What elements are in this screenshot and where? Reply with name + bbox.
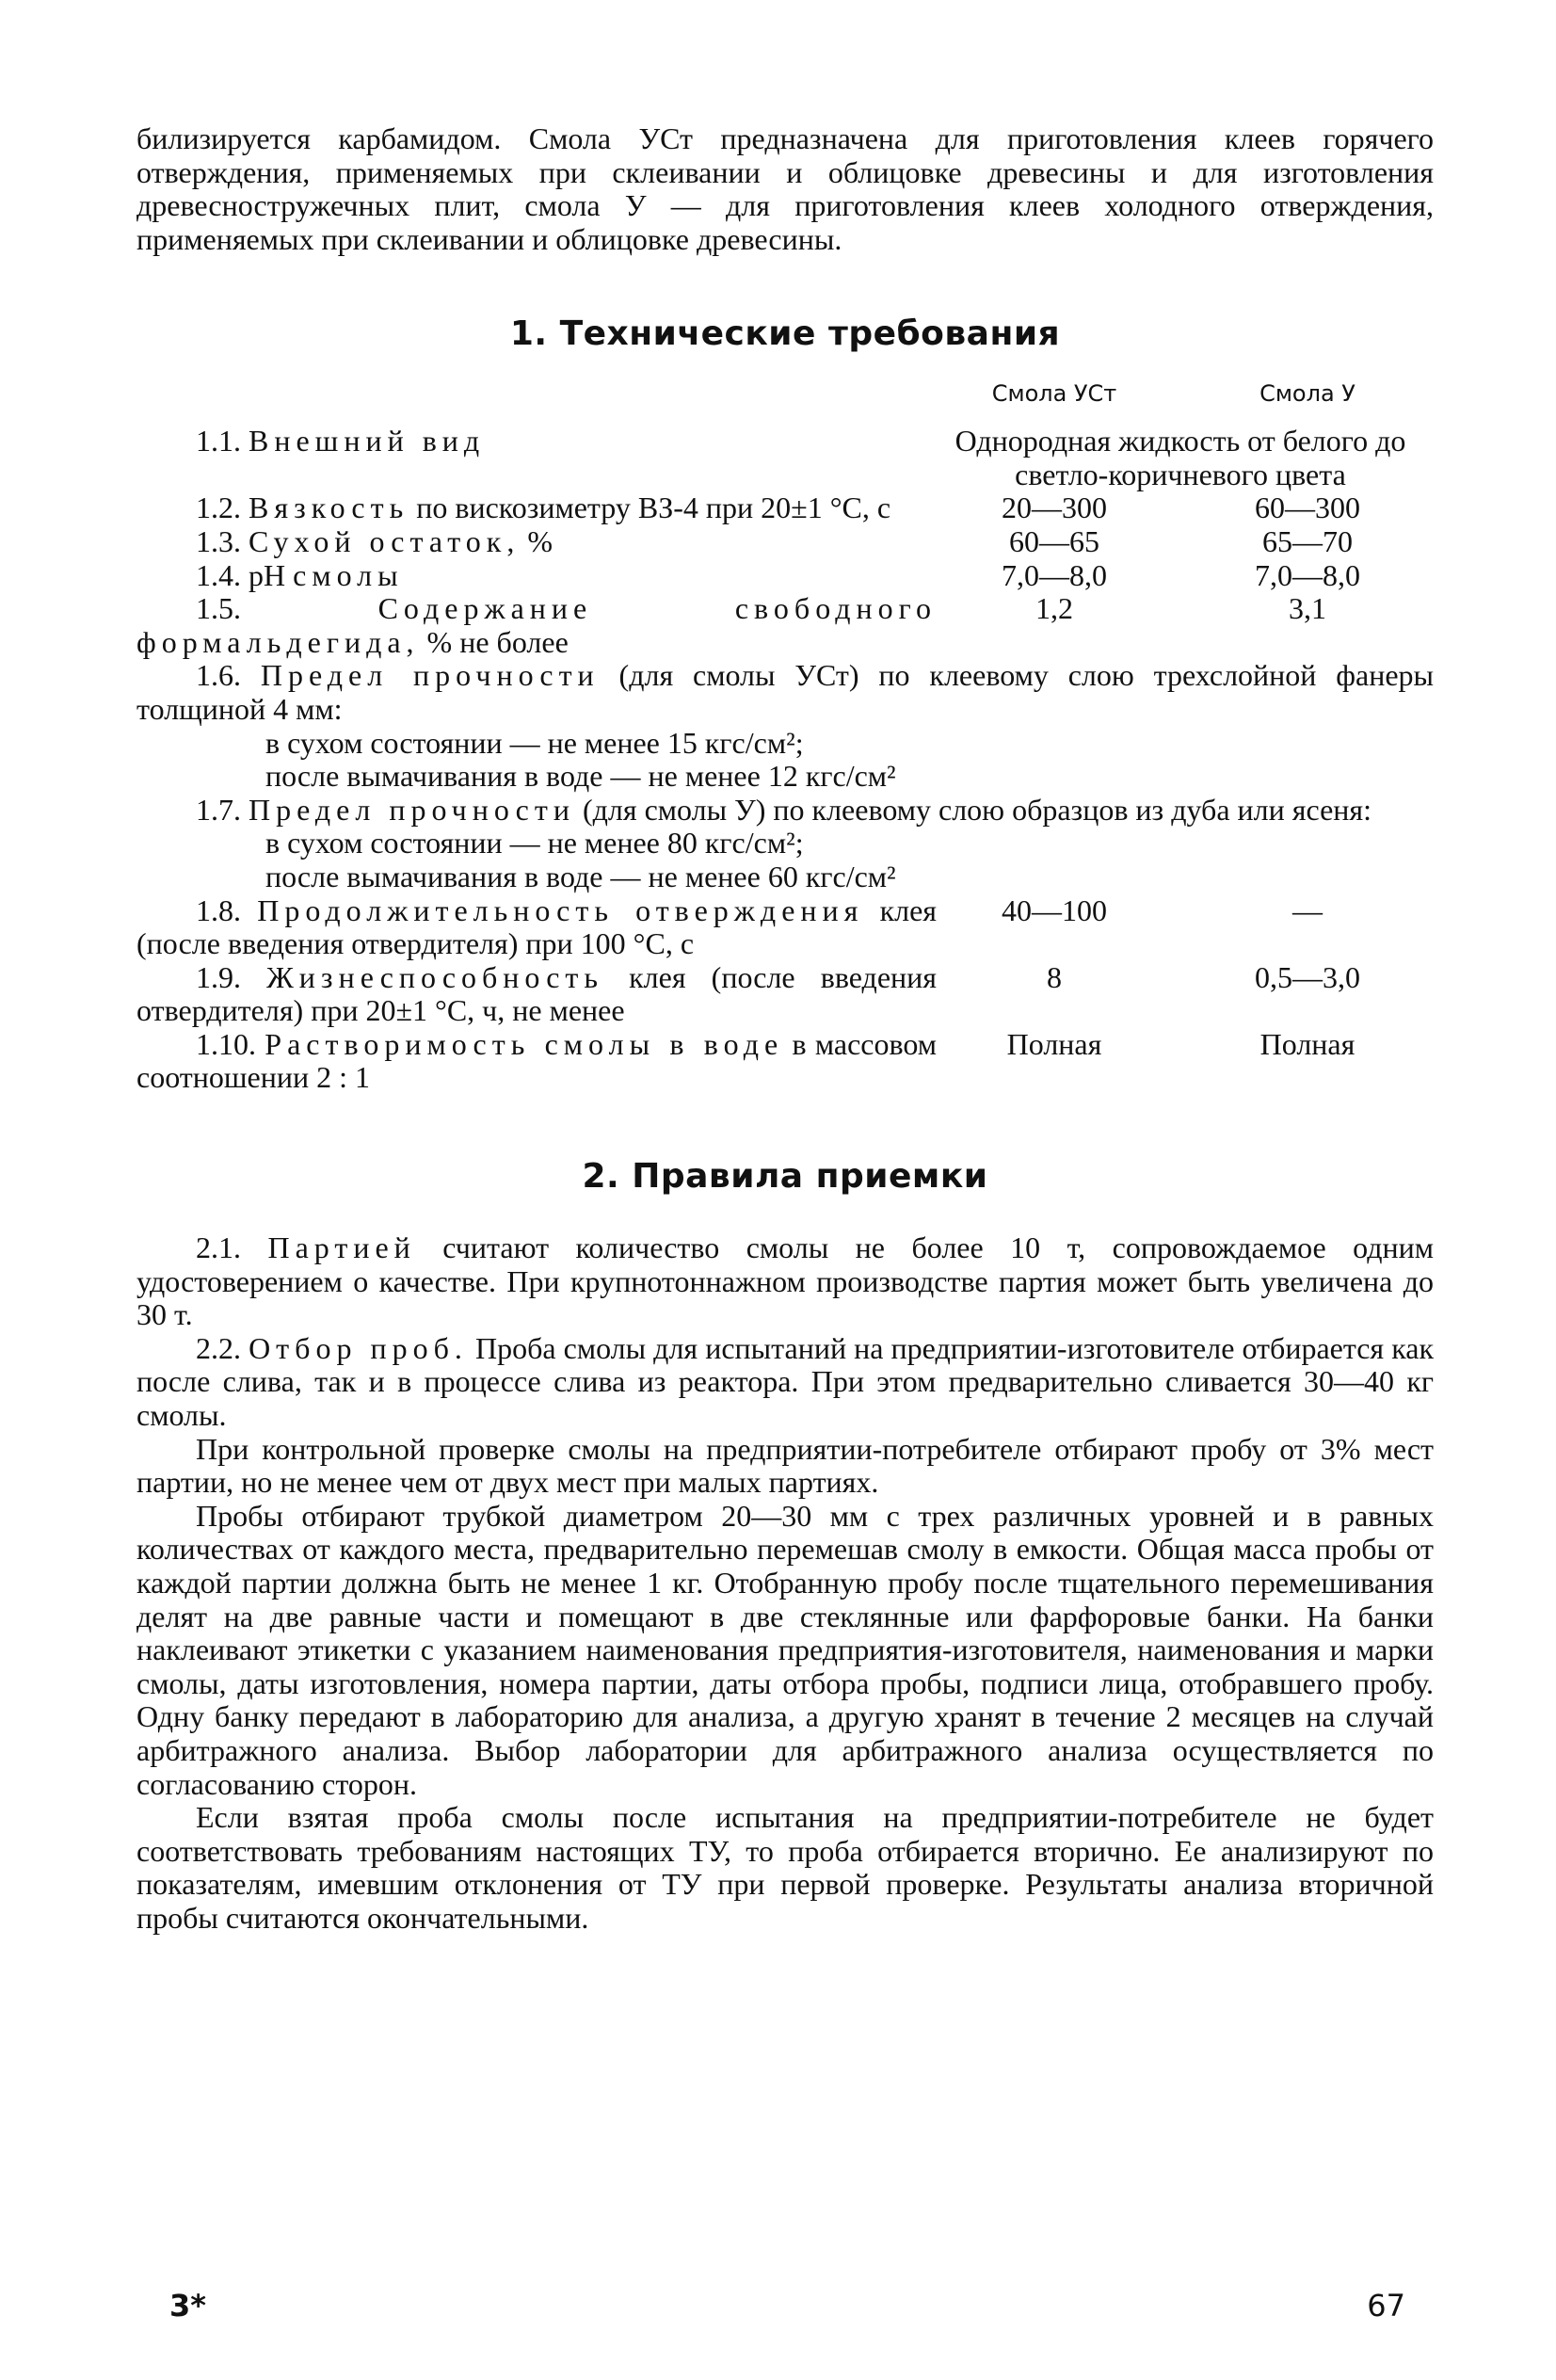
value-ust: Полная xyxy=(1006,1026,1102,1061)
column-header-u: Смола У xyxy=(1259,380,1355,408)
column-header-ust: Смола УСт xyxy=(991,380,1117,408)
requirement-row: 1.3. Сухой остаток, % 60—65 65—70 xyxy=(136,525,1434,559)
value-u: 0,5—3,0 xyxy=(1255,959,1360,994)
value-ust: 20—300 xyxy=(1002,490,1107,525)
page-number: 67 xyxy=(1367,2288,1405,2324)
value-ust: 7,0—8,0 xyxy=(1002,557,1107,592)
requirement-row: 1.9. Жизнеспособность клея (после введения отвердителя) при 20±1 °С, ч, не менее 8 0,5—3,0 xyxy=(136,961,1434,1028)
requirement-paragraph: 1.6. Предел прочности (для смолы УСт) по клеевому слою трехслойной фанеры толщиной 4 мм: xyxy=(136,658,1435,726)
value-merged: Однородная жидкость от белого до светло-коричневого цвета xyxy=(954,424,1406,491)
document-page xyxy=(136,121,1435,2324)
requirement-row: 1.1. Внешний вид Однородная жидкость от белого до светло-коричневого цвета xyxy=(136,425,1434,491)
requirement-row: 1.8. Продолжительность отверждения клея (после введения отвердителя) при 100 °С, с 40—100 — xyxy=(136,894,1434,961)
value-u: Полная xyxy=(1259,1026,1355,1061)
requirement-row: 1.4. pH смолы 7,0—8,0 7,0—8,0 xyxy=(136,559,1434,593)
acceptance-paragraph: Если взятая проба смолы после испытания на предприятии-потребителе не будет соответствовать требованиям настоящих ТУ, то проба отбирается вторично. Ее анализируют по показателям, имевшим отклонения от ТУ при первой проверке. Результаты анализа вторичной пробы считаются окончательными. xyxy=(136,1800,1434,1935)
requirement-row: 1.5. Содержание свободного формальдегида, % не более 1,2 3,1 xyxy=(136,592,1434,659)
value-u: 7,0—8,0 xyxy=(1255,557,1360,592)
table-header xyxy=(136,378,1434,413)
requirement-paragraph: 1.7. Предел прочности (для смолы У) по клеевому слою образцов из дуба или ясеня: xyxy=(196,792,1372,827)
value-ust: 1,2 xyxy=(1035,591,1073,626)
section-1-title: 1. Технические требования xyxy=(509,314,1061,354)
acceptance-paragraph: 2.2. Отбор проб. Проба смолы для испытаний на предприятии-изготовителе отбирается как после слива, так и в процессе слива из реактора. При этом предварительно сливается 30—40 кг смолы. xyxy=(136,1330,1435,1433)
value-ust: 8 xyxy=(1047,959,1062,994)
requirement-subitem: в сухом состоянии — не менее 80 кгс/см²; xyxy=(265,826,804,860)
requirement-row: 1.2. Вязкость по вискозиметру ВЗ-4 при 20±1 °С, с 20—300 60—300 xyxy=(136,491,1434,525)
value-u: 3,1 xyxy=(1289,591,1326,626)
acceptance-paragraph: 2.1. Партией считают количество смолы не более 10 т, сопровождаемое одним удостоверением о качестве. При крупнотоннажном производстве партия может быть увеличена до 30 т. xyxy=(136,1230,1435,1332)
signature-mark: 3* xyxy=(169,2288,206,2324)
value-u: 65—70 xyxy=(1262,523,1353,558)
acceptance-paragraph: При контрольной проверке смолы на предприятии-потребителе отбирают пробу от 3% мест партии, но не менее чем от двух мест при малых партиях. xyxy=(136,1431,1434,1500)
intro-paragraph: билизируется карбамидом. Смола УСт предназначена для приготовления клеев горячего отверждения, применяемых при склеивании и облицовке древесины и для изготовления древесностружечных плит, смола У — для приготовления клеев холодного отверждения, применяемых при склеивании и облицовке древесины. xyxy=(136,121,1434,256)
requirement-subitem: после вымачивания в воде — не менее 12 кгс/см² xyxy=(265,759,896,794)
requirement-subitem: в сухом состоянии — не менее 15 кгс/см²; xyxy=(265,725,804,760)
requirement-row: 1.10. Растворимость смолы в воде в массовом соотношении 2 : 1 Полная Полная xyxy=(136,1028,1434,1095)
value-ust: 60—65 xyxy=(1009,523,1099,558)
value-ust: 40—100 xyxy=(1002,892,1107,927)
section-2-title: 2. Правила приемки xyxy=(582,1157,988,1197)
acceptance-paragraph: Пробы отбирают трубкой диаметром 20—30 мм с трех различных уровней и в равных количествах от каждого места, предварительно перемешав смолу в емкости. Общая масса пробы от каждой партии должна быть не менее 1 кг. Отобранную пробу после тщательного перемешивания делят на две равные части и помещают в две стеклянные или фарфоровые банки. На банки наклеивают этикетки с указанием наименования предприятия-изготовителя, наименования и марки смолы, даты изготовления, номера партии, даты отбора пробы, подписи лица, отобравшего пробу. Одну банку передают в лабораторию для анализа, а другую хранят в течение 2 месяцев на случай арбитражного анализа. Выбор лаборатории для арбитражного анализа осуществляется по согласованию сторон. xyxy=(136,1498,1434,1801)
value-u: 60—300 xyxy=(1255,490,1360,525)
requirement-subitem: после вымачивания в воде — не менее 60 кгс/см² xyxy=(265,859,896,893)
value-u: — xyxy=(1292,892,1323,927)
